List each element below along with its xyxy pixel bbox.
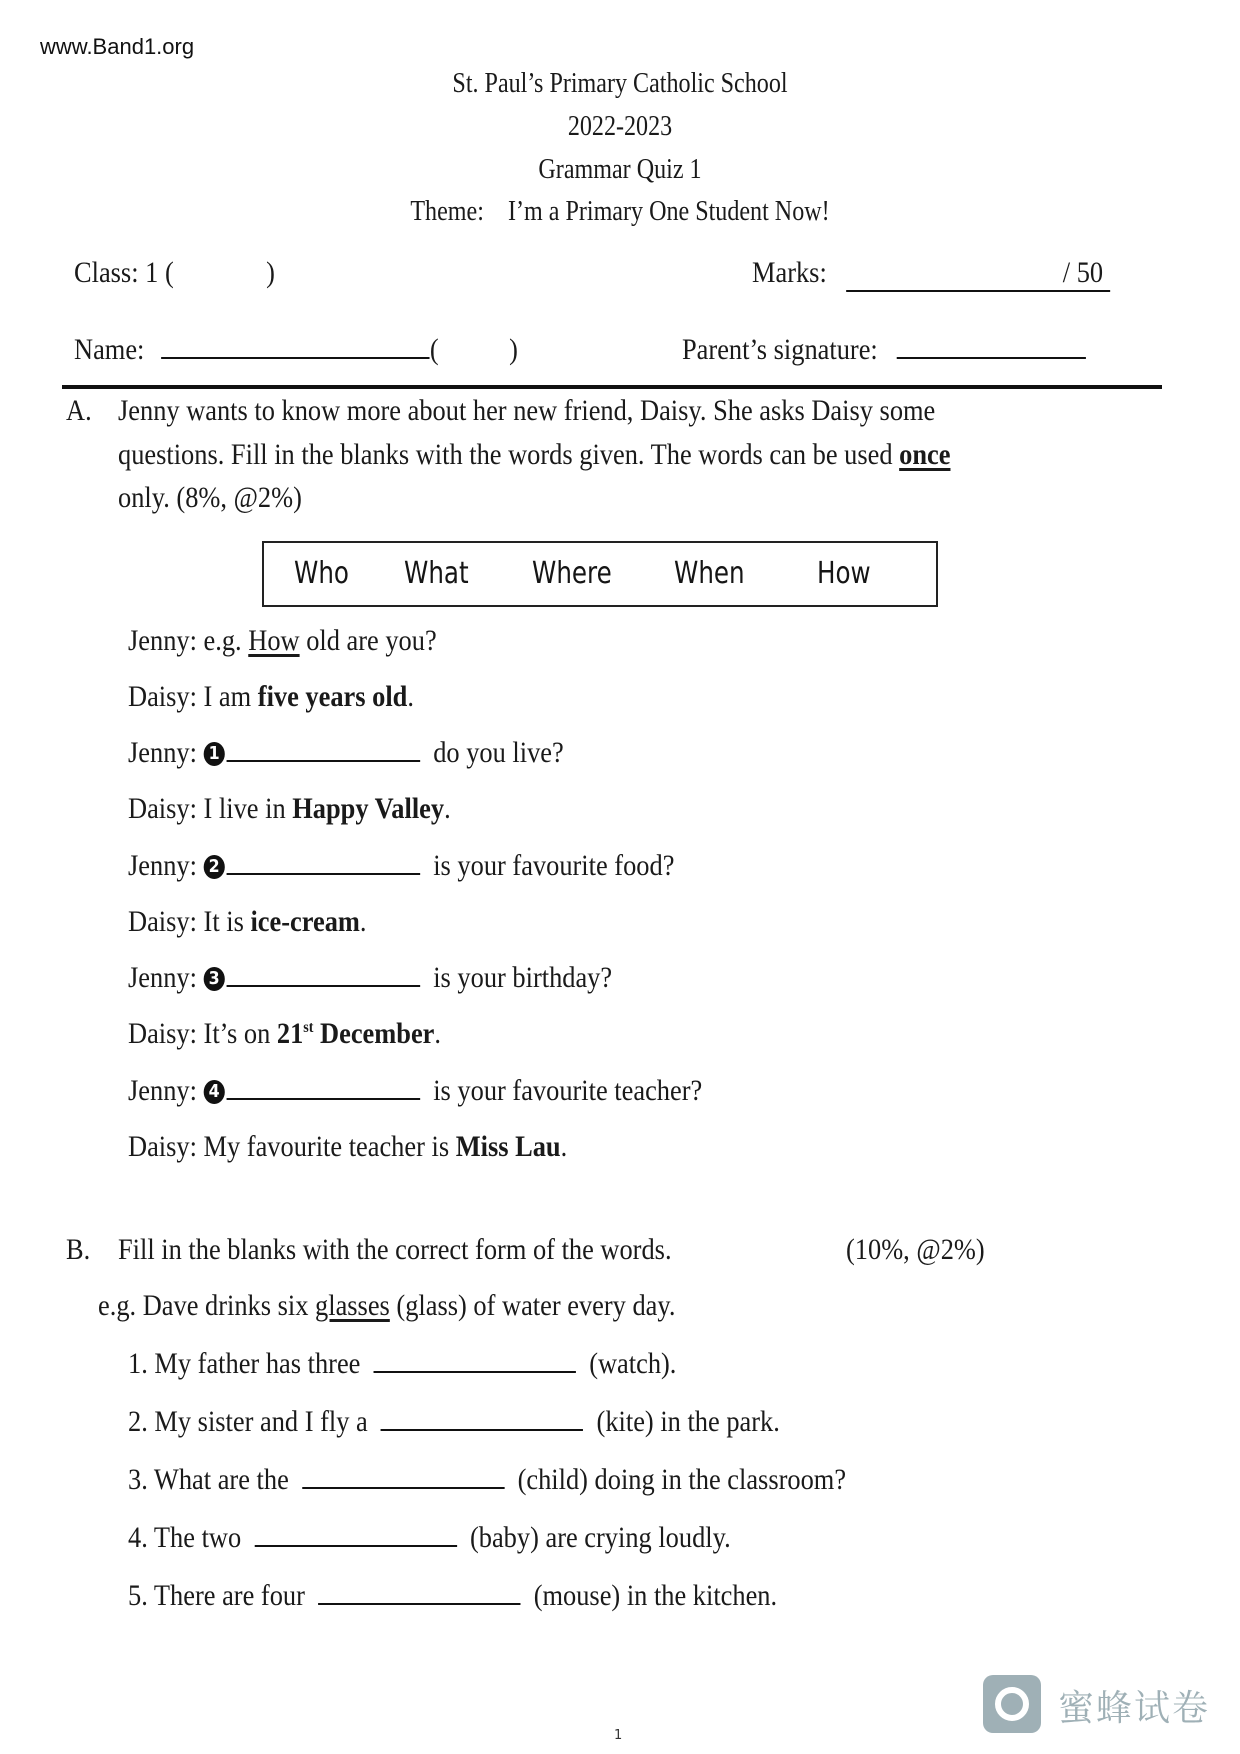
marks-field: [752, 256, 1110, 292]
example-question: [128, 624, 437, 658]
item-number: 4.: [128, 1521, 148, 1554]
speaker: Jenny:: [128, 961, 197, 994]
speaker: Daisy:: [128, 905, 197, 938]
name-paren-close: ): [509, 333, 518, 366]
question-text: is your birthday?: [433, 961, 613, 994]
speaker: Daisy:: [128, 792, 197, 825]
reply-key: ice-cream: [250, 905, 360, 938]
question-text: is your favourite teacher?: [433, 1074, 703, 1107]
item-4: [128, 1521, 731, 1555]
marks-label: Marks:: [752, 256, 827, 289]
item-text: What are the: [153, 1463, 289, 1496]
theme-text: I’m a Primary One Student Now!: [507, 196, 830, 227]
name-field: [74, 333, 518, 367]
item-text: The two: [153, 1521, 242, 1554]
speaker: Daisy:: [128, 1017, 197, 1050]
reply-key: five years old: [257, 680, 408, 713]
item-blank-4[interactable]: [254, 1544, 456, 1547]
name-input[interactable]: [162, 356, 430, 359]
example-answer: How: [248, 624, 300, 657]
reply-end: .: [359, 905, 367, 938]
reply-3: [128, 1017, 441, 1051]
emphasis-once: once: [899, 438, 951, 471]
parent-signature-label: Parent’s signature:: [682, 333, 878, 366]
item-blank-5[interactable]: [318, 1602, 520, 1605]
reply-2: [128, 905, 367, 939]
number-2-icon: 2: [204, 855, 225, 879]
section-a-instruction-3: only. (8%, @2%): [118, 481, 302, 514]
item-text: There are four: [153, 1579, 305, 1612]
question-2: [128, 849, 674, 883]
speaker: Jenny:: [128, 736, 197, 769]
reply-sup: st: [303, 1019, 314, 1036]
question-4: [128, 1074, 702, 1108]
section-a-instruction-2: [118, 438, 950, 472]
reply-text: I live in: [203, 792, 286, 825]
question-text: is your favourite food?: [433, 849, 675, 882]
section-a-letter: A.: [66, 394, 92, 427]
word-bank: [262, 541, 938, 607]
parent-signature-input[interactable]: [897, 356, 1086, 359]
reply-key: Happy Valley: [292, 792, 445, 825]
speaker: Daisy:: [128, 1130, 197, 1163]
item-3: [128, 1463, 846, 1497]
word-bank-item: What: [404, 556, 469, 591]
number-4-icon: 4: [204, 1080, 225, 1104]
reply-text: My favourite teacher is: [203, 1130, 450, 1163]
answer-blank-1[interactable]: [226, 759, 420, 762]
word-bank-item: When: [674, 556, 745, 591]
item-hint: (kite) in the park.: [596, 1405, 780, 1438]
speaker: Jenny:: [128, 624, 197, 657]
reply-key: 21: [276, 1017, 304, 1050]
question-1: [128, 736, 564, 770]
logo-text: 蜜蜂试卷: [1058, 1688, 1211, 1729]
page-number: 1: [614, 1728, 623, 1743]
question-3: [128, 961, 612, 995]
reply-end: .: [434, 1017, 441, 1050]
example-reply: [128, 680, 414, 714]
reply-key: Miss Lau: [455, 1130, 561, 1163]
reply-1: [128, 792, 451, 826]
class-field: [74, 256, 275, 290]
number-1-icon: 1: [204, 742, 225, 766]
speaker: Jenny:: [128, 849, 197, 882]
item-blank-3[interactable]: [302, 1486, 504, 1489]
item-hint: (watch).: [589, 1347, 677, 1380]
question-text: do you live?: [433, 736, 564, 769]
item-number: 3.: [128, 1463, 148, 1496]
example-prefix: e.g.: [203, 624, 242, 657]
example-text: e.g. Dave drinks six: [98, 1289, 309, 1322]
speaker: Jenny:: [128, 1074, 197, 1107]
item-hint: (child) doing in the classroom?: [517, 1463, 847, 1496]
answer-blank-2[interactable]: [226, 872, 420, 875]
item-hint: (mouse) in the kitchen.: [533, 1579, 778, 1612]
word-bank-item: How: [817, 556, 871, 591]
class-close: ): [266, 256, 275, 289]
name-paren-open: (: [429, 333, 439, 366]
section-b-letter: B.: [66, 1233, 91, 1266]
reply-4: [128, 1130, 567, 1164]
section-b-example: [98, 1289, 675, 1323]
marks-input[interactable]: [846, 256, 1110, 292]
item-blank-2[interactable]: [381, 1428, 583, 1431]
reply-end: .: [407, 680, 414, 713]
question-text: old are you?: [306, 624, 437, 657]
section-b-marks: (10%, @2%): [846, 1233, 985, 1266]
item-number: 5.: [128, 1579, 148, 1612]
example-text-end: (glass) of water every day.: [396, 1289, 676, 1322]
reply-end: .: [560, 1130, 568, 1163]
reply-key-2: December: [320, 1017, 435, 1050]
item-text: My sister and I fly a: [154, 1405, 368, 1438]
item-5: [128, 1579, 777, 1613]
reply-text: It’s on: [203, 1017, 271, 1050]
logo-icon: [983, 1675, 1041, 1733]
item-1: [128, 1347, 676, 1381]
logo-ring-icon: [995, 1687, 1029, 1721]
answer-blank-3[interactable]: [226, 984, 420, 987]
section-b-instruction: Fill in the blanks with the correct form of the words.: [118, 1233, 672, 1266]
section-a-instruction-1: Jenny wants to know more about her new friend, Daisy. She asks Daisy some: [118, 394, 936, 427]
watermark-url: www.Band1.org: [40, 34, 195, 59]
number-3-icon: 3: [204, 967, 225, 991]
quiz-title: Grammar Quiz 1: [538, 154, 702, 185]
reply-text: I am: [203, 680, 252, 713]
school-name: St. Paul’s Primary Catholic School: [452, 68, 788, 99]
item-text: My father has three: [154, 1347, 361, 1380]
marks-total: / 50: [1062, 256, 1104, 289]
reply-text: It is: [203, 905, 244, 938]
item-2: [128, 1405, 780, 1439]
name-label: Name:: [74, 333, 145, 366]
example-answer: glasses: [315, 1289, 390, 1322]
item-number: 1.: [128, 1347, 148, 1380]
item-hint: (baby) are crying loudly.: [469, 1521, 731, 1554]
header-divider: [62, 385, 1162, 389]
speaker: Daisy:: [128, 680, 197, 713]
answer-blank-4[interactable]: [226, 1097, 420, 1100]
word-bank-item: Who: [294, 556, 349, 591]
item-number: 2.: [128, 1405, 148, 1438]
instruction-text: questions. Fill in the blanks with the words given. The words can be used: [118, 438, 893, 471]
parent-signature-field: [682, 333, 1086, 367]
reply-end: .: [444, 792, 451, 825]
school-year: 2022-2023: [567, 111, 673, 142]
theme-line: [87, 196, 1153, 228]
item-blank-1[interactable]: [374, 1370, 576, 1373]
theme-label: Theme:: [410, 196, 484, 227]
class-label: Class: 1 (: [74, 256, 174, 289]
word-bank-item: Where: [532, 556, 612, 591]
